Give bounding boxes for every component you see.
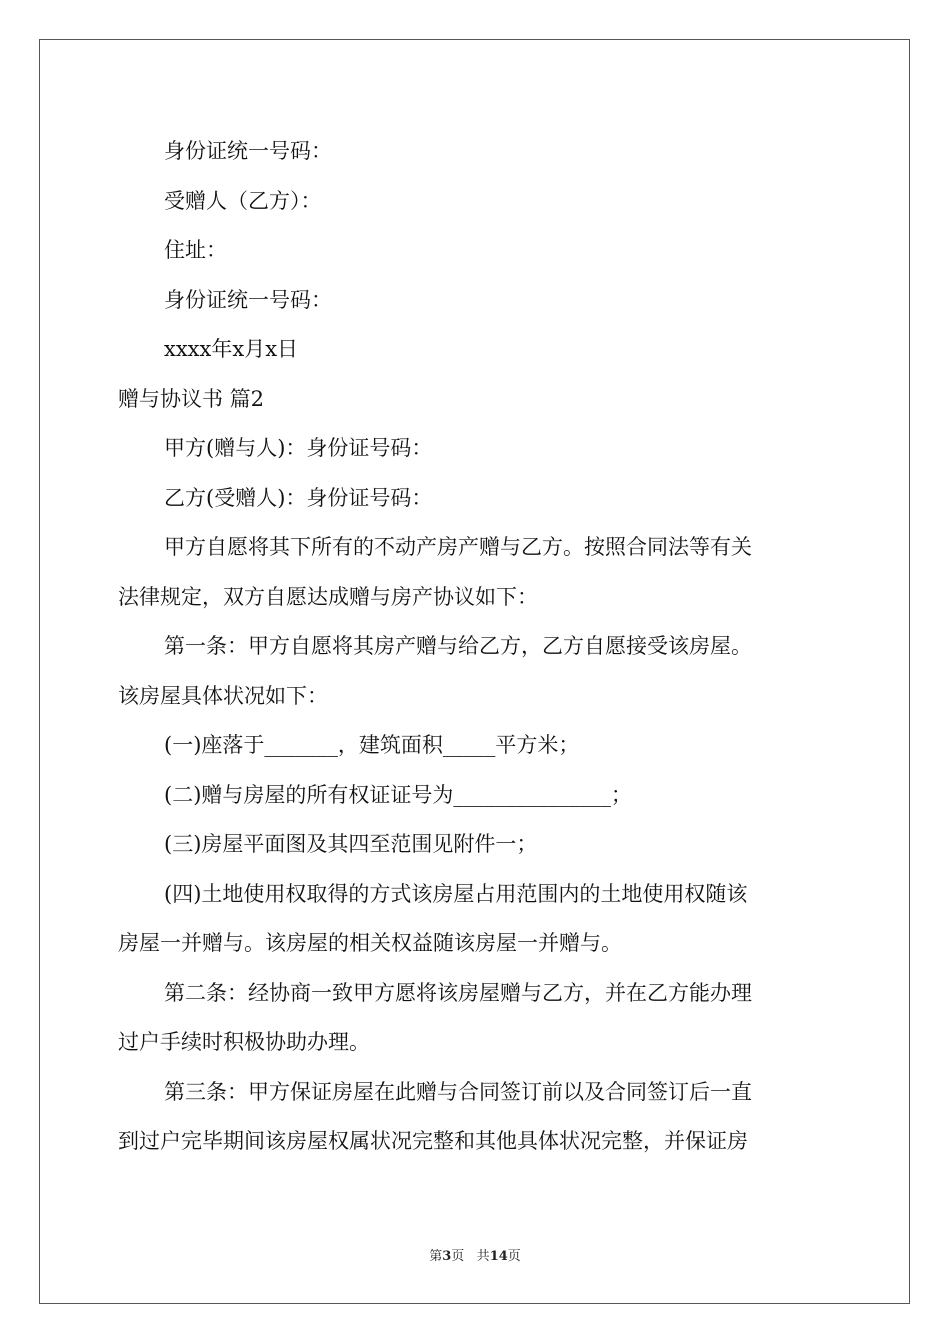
paragraph: 第三条：甲方保证房屋在此赠与合同签订前以及合同签订后一直 [164,1079,752,1104]
paragraph: (一)座落于_______，建筑面积_____平方米； [164,733,580,757]
document-body [118,127,838,1167]
page-footer [0,1245,950,1264]
section-heading: 赠与协议书 篇2 [118,386,265,411]
page-suffix: 页 [451,1249,465,1264]
paragraph: 第二条：经协商一致甲方愿将该房屋赠与乙方，并在乙方能办理 [164,980,752,1005]
paragraph: 乙方(受赠人)：身份证号码： [164,485,433,510]
page-number: 3 [442,1249,452,1264]
paragraph: (三)房屋平面图及其四至范围见附件一； [164,832,538,856]
paragraph-continuation: 法律规定，双方自愿达成赠与房产协议如下： [118,584,538,609]
paragraph-continuation: 该房屋具体状况如下： [118,683,328,708]
paragraph: (二)赠与房屋的所有权证证号为_______________； [164,782,632,807]
paragraph: 身份证统一号码： [164,287,332,312]
paragraph: 第一条：甲方自愿将其房产赠与给乙方，乙方自愿接受该房屋。 [164,634,752,658]
paragraph: 受赠人（乙方）： [164,188,322,213]
paragraph: (四)土地使用权取得的方式该房屋占用范围内的土地使用权随该 [164,881,748,906]
paragraph: 甲方(赠与人)：身份证号码： [164,436,433,460]
paragraph-continuation: 房屋一并赠与。该房屋的相关权益随该房屋一并赠与。 [118,931,622,955]
paragraph-continuation: 到过户完毕期间该房屋权属状况完整和其他具体状况完整，并保证房 [118,1129,748,1153]
total-prefix: 共 [476,1249,490,1264]
paragraph-continuation: 过户手续时积极协助办理。 [118,1030,370,1054]
paragraph: 甲方自愿将其下所有的不动产房产赠与乙方。按照合同法等有关 [164,535,752,559]
paragraph: 身份证统一号码： [164,139,332,163]
paragraph: 住址： [164,238,227,262]
page-prefix: 第 [429,1249,443,1264]
page-total: 14 [489,1249,508,1264]
total-suffix: 页 [507,1249,521,1264]
paragraph: xxxx年x月x日 [164,337,299,361]
